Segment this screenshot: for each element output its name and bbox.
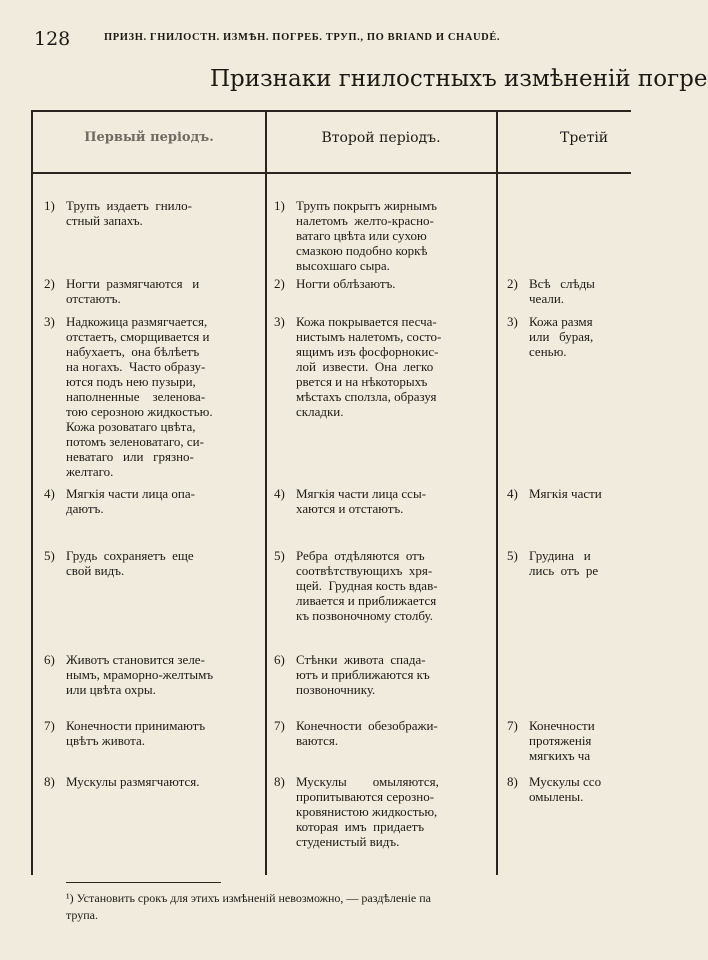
column-divider	[496, 110, 498, 875]
column-divider	[265, 110, 267, 875]
page-number: 128	[34, 28, 71, 50]
page-title: Признаки гнилостныхъ измѣненій погре	[210, 66, 708, 92]
footnote-rule	[66, 882, 221, 883]
running-head	[34, 20, 634, 50]
column-header-second-period: Второй періодъ.	[321, 130, 441, 146]
page: 128 ПРИЗН. ГНИЛОСТН. ИЗМѢН. ПОГРЕБ. ТРУП., ПО BRIAND И CHAUDÉ. Признаки гнилостныхъ измѣненій погре Первый періодъ. Второй періодъ. Третій 1) Трупъ издаетъ гнило- стный запахъ. 1) Трупъ покрытъ жирнымъ налетомъ желто-красно- ватаго цвѣта или сухою смазкою подобно коркѣ высохшаго сыра. 2) Ногти размягчаются и отстаютъ. 2) Ногти облѣзаютъ. 2) Всѣ слѣды чеали. 3) Надкожица размягчается, отстаетъ, сморщивается и набухаетъ, она бѣлѣетъ на ногахъ. Часто образу- ются подъ нею пузыри, наполненные зеленова- тою серозною жидкостью. Кожа розоватаго цвѣта, потомъ зеленоватаго, си- неватаго или грязно- желтаго. 3) Кожа покрывается песча- нистымъ налетомъ, состо- ящимъ изъ фосфорнокис- лой извести. Она легко рвется и на нѣкоторыхъ мѣстахъ сползла, образуя складки. 3) Кожа размя или бурая, сенью. 4) Мягкія части лица опа- даютъ. 4) Мягкія части лица ссы- хаются и отстаютъ. 4) Мягкія части 5) Грудь сохраняетъ еще свой видъ. 5) Ребра отдѣляются отъ соотвѣтствующихъ хря- щей. Грудная кость вдав- ливается и приближается къ позвоночному столбу. 5) Грудина и лись отъ ре 6) Животъ становится зеле- нымъ, мраморно-желтымъ или цвѣта охры. 6) Стѣнки живота спада- ютъ и приближаются къ позвоночнику. 7) Конечности принимаютъ цвѣтъ живота. 7) Конечности обезображи- ваются. 7) Конечности протяженія мягкихъ ча 8) Мускулы размягчаются. 8) Мускулы омыляются, пропитываются серозно- кровянистою жидкостью, которая имъ придаетъ студенистый видъ. 8) Мускулы ссо омылены. ¹) Установить срокъ для этихъ измѣненій невозможно, — раздѣленіе па трупа.	[0, 0, 622, 960]
table-top-rule	[31, 110, 631, 112]
column-divider	[31, 110, 33, 875]
table-header-rule	[31, 172, 631, 174]
column-header-first-period: Первый періодъ.	[84, 130, 214, 145]
running-title: ПРИЗН. ГНИЛОСТН. ИЗМѢН. ПОГРЕБ. ТРУП., ПО BRIAND И CHAUDÉ.	[104, 32, 501, 43]
footnote: ¹) Установить срокъ для этихъ измѣненій невозможно, — раздѣленіе па трупа.	[66, 891, 432, 922]
column-header-third-period: Третій	[560, 130, 609, 146]
